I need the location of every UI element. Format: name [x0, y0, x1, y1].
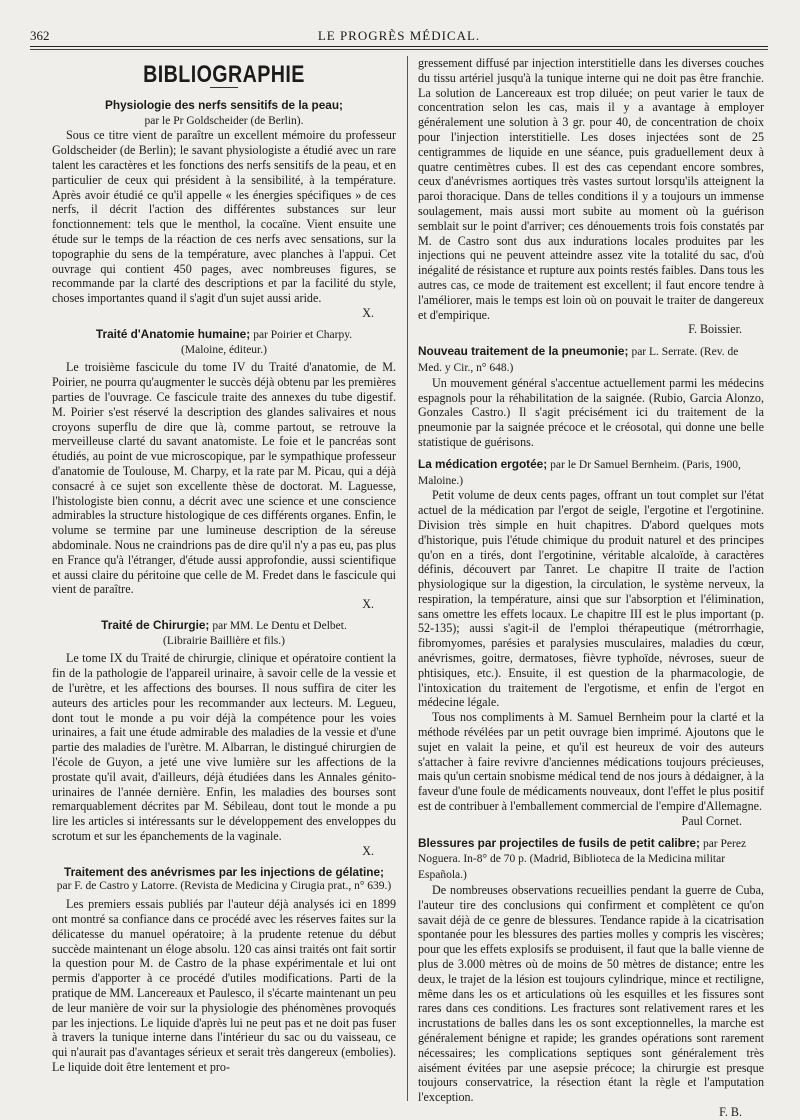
entry-heading: [418, 344, 764, 376]
entry-publisher: (Maloine, éditeur.): [181, 343, 267, 356]
column-divider: [407, 56, 408, 1101]
entry-title: Traitement des anévrismes par les injections de gélatine;: [64, 864, 384, 879]
journal-title: LE PROGRÈS MÉDICAL.: [317, 28, 481, 43]
entry-heading: [418, 836, 764, 883]
entry-author: par MM. Le Dentu et Delbet.: [212, 619, 347, 632]
entry-author: par L. Serrate. (Rev. de Med. y Cir., n° 648.): [418, 346, 739, 374]
entry-signature: F. Boissier.: [688, 322, 742, 337]
entry-body: Tous nos compliments à M. Samuel Bernheim pour la clarté et la méthode révélées par un petit ouvrage bien imprimé. Ajoutons que le sujet en valait la peine, et qu'il est heureux de voir des auteurs s'attacher à faire revivre d'anciennes médications toujours précieuses, mais qu'un certain snobisme médical tend de nos jours à dédaigner, à la faveur d'une foule de médicaments nouveaux, dont l'effet le plus positif est de contribuer à l'emballement commercial de l'empire d'Allemagne.: [418, 710, 764, 814]
entry-publisher: (Librairie Baillière et fils.): [163, 634, 285, 647]
entry-signature: X.: [362, 597, 374, 612]
entry-signature: Paul Cornet.: [681, 813, 742, 828]
entry-signature: F. B.: [719, 1104, 742, 1119]
entry-body-continued: gressement diffusé par injection interstitielle dans les diverses couches du tissu artériel jusqu'à la tunique interne qui ne doit pas être franchie. La solution de Lancereaux est trop diluée; on peut varier le taux de concentration selon les cas, mais il y a avantage à employer généralement une solution à 3 gr. pour 40, de concentration de choix pour l'injection interstitielle. Les doses injectées sont de 25 centigrammes de liquide en une séance, puis graduellement deux à quatre centimètres cubes. Il est des cas cependant encore sombres, ceux d'anévrismes aortiques très vastes surtout lorsqu'ils atteignent la paroi thoracique. Dans de telles conditions il y a toujours un immense soulagement, mais aussi mort subite au moment où la guérison semblait sur le point d'arriver; ces dénouements trois fois constatés par M. de Castro sont dus aux indurations locales produites par les injections qui ne peuvent atteindre assez vite la totalité du sac, d'où inégalité de résistance et rupture aux points restés faibles. Dans tous les autres cas, ce mode de traitement est excellent; il faut encore tendre à l'améliorer, mais le temps est loin où on pouvait le traiter de dangereux et d'empirique.: [418, 56, 764, 322]
entry-author: par le Pr Goldscheider (de Berlin).: [144, 114, 304, 127]
entry-heading: [418, 457, 764, 489]
running-header: [30, 28, 768, 46]
entry-title: Blessures par projectiles de fusils de petit calibre;: [418, 835, 700, 850]
entry-author: par Poirier et Charpy.: [253, 328, 353, 341]
entry-signature: X.: [362, 843, 374, 858]
entry-title: Nouveau traitement de la pneumonie;: [418, 344, 629, 359]
entry-signature: X.: [362, 305, 374, 320]
entry-title: Traité d'Anatomie humaine;: [95, 326, 251, 341]
entry-title: La médication ergotée;: [418, 456, 548, 471]
entry-body: Petit volume de deux cents pages, offrant un tout complet sur l'état actuel de la médication par l'ergot de seigle, l'ergotine et l'ergotinine. Division très simple en huit chapitres. D'abord quelques mots d'historique, puis l'étude chimique du produit naturel et des principes qu'on en a tirés, dont l'ergotinine, véritable alcaloïde, à caractères définis, découvert par Tanret. Le chapitre II traite de l'action physiologique sur la digestion, la circulation, le système nerveux, la respiration, la température, ainsi que sur l'absorption et l'élimination, sans omettre les effets locaux. Le chapitre III est le plus important (p. 52-135); aussi s'agit-il de l'emploi thérapeutique (métrorrhagie, fibromyomes, parésies et paralysies musculaires, maladies du cœur, anévrismes, goitre, dermatoses, fièvre typhoïde, névroses, sueur de phtisiques, etc.). Ensuite, il est question de la pharmacologie, de l'intoxication du traitement de l'ergotisme, et enfin de l'ergot en médecine légale.: [418, 488, 764, 710]
entry-heading: [52, 618, 396, 634]
entry-heading: [52, 327, 396, 343]
entry-heading: [52, 865, 396, 880]
entry-body: Les premiers essais publiés par l'auteur déjà analysés ici en 1899 ont montré sa confiance dans ce procédé avec les réserves faites sur la délicatesse du manuel opératoire; à la prudente retenue du début succède maintenant un éloge absolu. 120 cas ainsi traités ont fait sortir la question pour M. de Castro de la phase expérimentale et lui ont permis d'apporter à ce procédé d'utiles modifications. Parti de la pratique de MM. Lancereaux et Paulesco, il s'écarte maintenant un peu de leur manière de voir sur la physiologie des phénomènes provoqués par les injections. Le liquide d'après lui ne peut pas et ne doit pas fuser à travers la tunique interne dans l'intérieur du sac ou du vaisseau, ce qui n'aurait pas d'avantages sérieux et serait très dangereux (embolies). Le liquide doit être lentement et pro-: [52, 897, 396, 1074]
entry-heading: [52, 98, 396, 129]
left-column: [52, 56, 396, 1075]
entry-author: par Perez Noguera. In-8° de 70 p. (Madrid, Biblioteca de la Medicina militar Española.): [418, 837, 747, 882]
entry-body: Sous ce titre vient de paraître un excellent mémoire du professeur Goldscheider (de Berlin); le savant physiologiste a étudié avec un rare talent les caractères et les fonctions des nerfs sensitifs de la peau, et en particulier de ceux qui président à la sensibilité, à la température. Après avoir étudié ce qu'il appelle « les énergies spécifiques » de ces nerfs, il décrit l'action des différentes substances sur leur fonctionnement: tels que le menthol, la cocaïne. Vient ensuite une étude sur le temps de la réaction de ces nerfs avec sensations, sur la topographie du sens de la température, avec planches à l'appui. Cet ouvrage qui contient 450 pages, avec nombreuses figures, se recommande par la clarté des descriptions et par la facilité du style, choses importantes quand il s'agit d'un sujet aussi aride.: [52, 128, 396, 306]
right-column: [418, 56, 764, 1120]
header-rule-thin: [30, 49, 768, 50]
entry-body: Un mouvement général s'accentue actuellement parmi les médecins espagnols pour la réhabilitation de la saignée. (Rubio, Garcia Alonzo, Gonzales Castro.) Il s'agit précisément ici du traitement de la pneumonie par la saignée précoce et le créosotal, qui donne une belle statistique de guérisons.: [418, 375, 764, 449]
entry-body: De nombreuses observations recueillies pendant la guerre de Cuba, l'auteur tire des conclusions qui confirment et complètent ce qu'on savait déjà de ce genre de blessures. Tendance rapide à la cicatrisation spontanée pour les blessures des parties molles y compris les viscères; pour que les effets explosifs se produisent, il faut que la balle vienne de plus de 3.000 mètres où de moins de 50 mètres de distance; entre les deux, le trajet de la lésion est toujours cylindrique, mince et rectiligne, même dans les os et articulations où les esquilles et les fissures sont rares dans ces conditions. Les fractures sont relativement rares et les incrustations de balles dans les os sont exceptionnelles, la marche est généralement bénigne et rapide; les grandes opérations sont rarement nécessaires; les complications septiques sont généralement très aisément évitées par une asepsie précoce; la chirurgie est presque toujours conservatrice, la résection étant la règle et l'amputation l'exception.: [418, 883, 764, 1105]
entry-title: Physiologie des nerfs sensitifs de la peau;: [105, 97, 343, 112]
entry-title: Traité de Chirurgie;: [101, 617, 210, 632]
entry-body: Le troisième fascicule du tome IV du Traité d'anatomie, de M. Poirier, ne pourra qu'augmenter le succès déjà obtenu par les premières parties de l'ouvrage. Ce fascicule traite des annexes du tube digestif. M. Poirier s'est réservé la description des glandes salivaires et nous croyons superflu de dire que là, comme partout, se retrouve la merveilleuse clarté du savant anatomiste. Le foie et le pancréas sont étudiés, au point de vue microscopique, par le sympathique professeur d'anatomie de Toulouse, M. Charpy, et la rate par M. Picau, qui a déjà consacré à ce sujet son excellente thèse de doctorat. M. Laguesse, l'histologiste bien connu, a décrit avec une science et une conscience admirables la structure histologique de ces différents organes. Enfin, le volume se termine par une lumineuse description de la séreuse abdominale. Nous ne craindrions pas de dire qu'il n'y a pas eu, pas plus en France qu'à l'étranger, d'étude aussi approfondie, aussi scientifique et aussi claire du péritoine que celle de M. Fredet dans le fascicule qui vient de paraître.: [52, 360, 396, 597]
entry-body: Le tome IX du Traité de chirurgie, clinique et opératoire contient la fin de la pathologie de l'appareil urinaire, à savoir celle de la vessie et de l'urètre, et les affections des bourses. Il nous suffira de citer les auteurs des articles pour les recommander aux lecteurs. M. Legueu, dont tout le monde a pu voir déjà la compétence pour les voies urinaires, a fait une étude admirable des maladies de la vessie et d'une partie des maladies de l'urètre. M. Albarran, le distingué chirurgien de l'école de Guyon, a jeté une vive lumière sur les affections de la prostate qu'il avait, d'ailleurs, déjà étudiées dans les Annales génito-urinaires de l'année dernière. Enfin, les maladies des bourses sont remarquablement décrites par M. Sébileau, dont tout le monde a pu lire les articles si intéressants sur le développement des enveloppes du scrotum et sur les épanchements de la vaginale.: [52, 651, 396, 844]
entry-author: par le Dr Samuel Bernheim. (Paris, 1900, Maloine.): [418, 458, 741, 487]
header-rule: [30, 46, 768, 47]
section-title: BIBLIOGRAPHIE: [143, 61, 305, 88]
entry-author: par F. de Castro y Latorre. (Revista de Medicina y Cirugia prat., n° 639.): [56, 880, 392, 893]
page-number: 362: [30, 28, 50, 43]
